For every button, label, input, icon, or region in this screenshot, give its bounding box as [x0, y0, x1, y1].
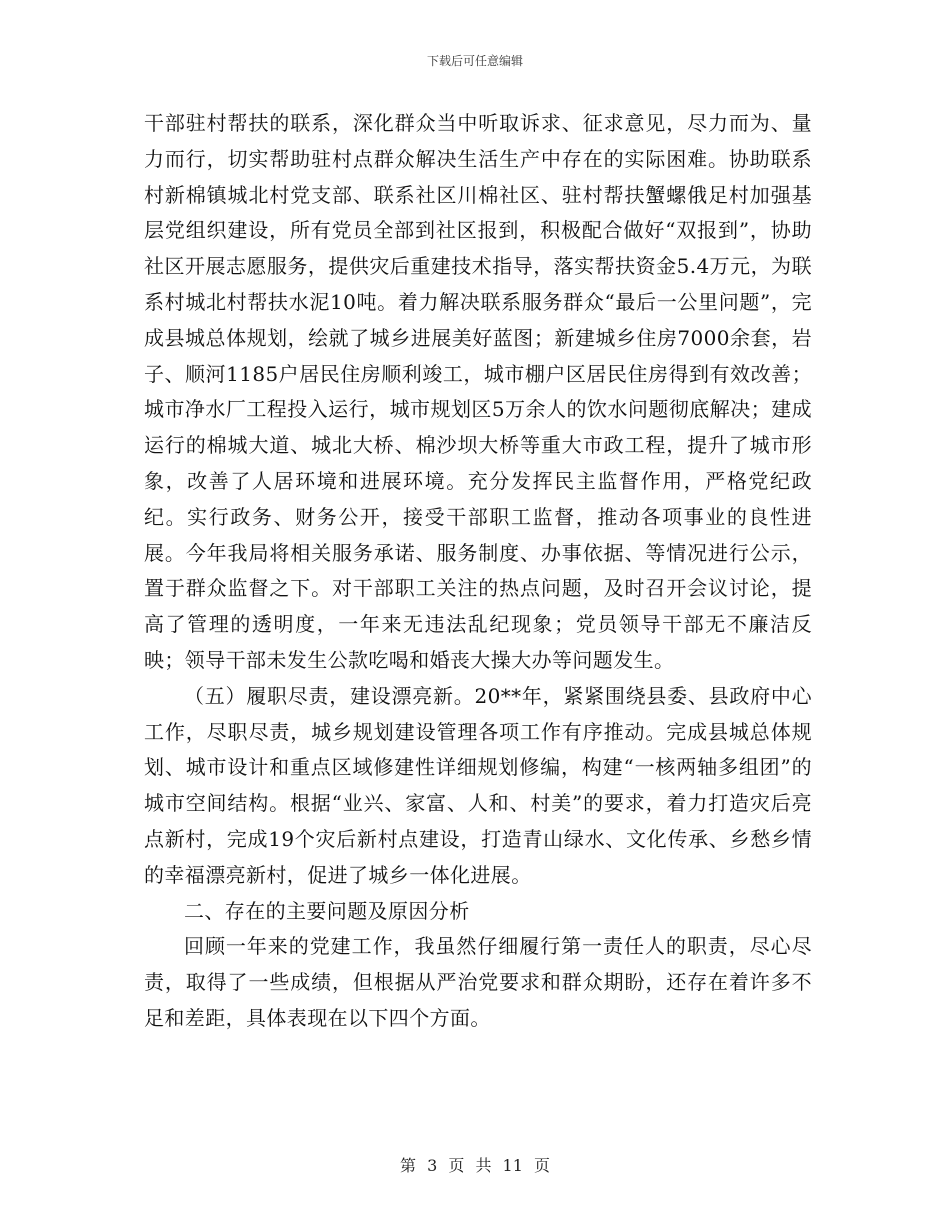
body-paragraph: 回顾一年来的党建工作，我虽然仔细履行第一责任人的职责，尽心尽责，取得了一些成绩，但根据从严治党要求和群众期盼，还存在着许多不足和差距，具体表现在以下四个方面。: [144, 934, 812, 1030]
document-body: [144, 106, 812, 1037]
page-number-footer: 第 3 页 共 11 页: [400, 1156, 550, 1175]
body-paragraph: 干部驻村帮扶的联系，深化群众当中听取诉求、征求意见，尽力而为、量力而行，切实帮助驻村点群众解决生活生产中存在的实际困难。协助联系村新棉镇城北村党支部、联系社区川棉社区、驻村帮扶蟹螺俄足村加强基层党组织建设，所有党员全部到社区报到，积极配合做好“双报到”，协助社区开展志愿服务，提供灾后重建技术指导，落实帮扶资金5.4万元，为联系村城北村帮扶水泥10吨。着力解决联系服务群众“最后一公里问题”，完成县城总体规划，绘就了城乡进展美好蓝图；新建城乡住房7000余套，岩子、顺河1185户居民住房顺利竣工，城市棚户区居民住房得到有效改善；城市净水厂工程投入运行，城市规划区5万余人的饮水问题彻底解决；建成运行的棉城大道、城北大桥、棉沙坝大桥等重大市政工程，提升了城市形象，改善了人居环境和进展环境。充分发挥民主监督作用，严格党纪政纪。实行政务、财务公开，接受干部职工监督，推动各项事业的良性进展。今年我局将相关服务承诺、服务制度、办事依据、等情况进行公示，置于群众监督之下。对干部职工关注的热点问题，及时召开会议讨论，提高了管理的透明度，一年来无违法乱纪现象；党员领导干部无不廉洁反映；领导干部未发生公款吃喝和婚丧大操大办等问题发生。: [144, 111, 812, 672]
section-heading: 二、存在的主要问题及原因分析: [184, 898, 470, 923]
page-header-note: 下载后可任意编辑: [426, 54, 523, 68]
body-paragraph: （五）履职尽责，建设漂亮新。20**年，紧紧围绕县委、县政府中心工作，尽职尽责，城乡规划建设管理各项工作有序推动。完成县城总体规划、城市设计和重点区域修建性详细规划修编，构建“一核两轴多组团”的城市空间结构。根据“业兴、家富、人和、村美”的要求，着力打造灾后亮点新村，完成19个灾后新村点建设，打造青山绿水、文化传承、乡愁乡情的幸福漂亮新村，促进了城乡一体化进展。: [144, 683, 812, 887]
